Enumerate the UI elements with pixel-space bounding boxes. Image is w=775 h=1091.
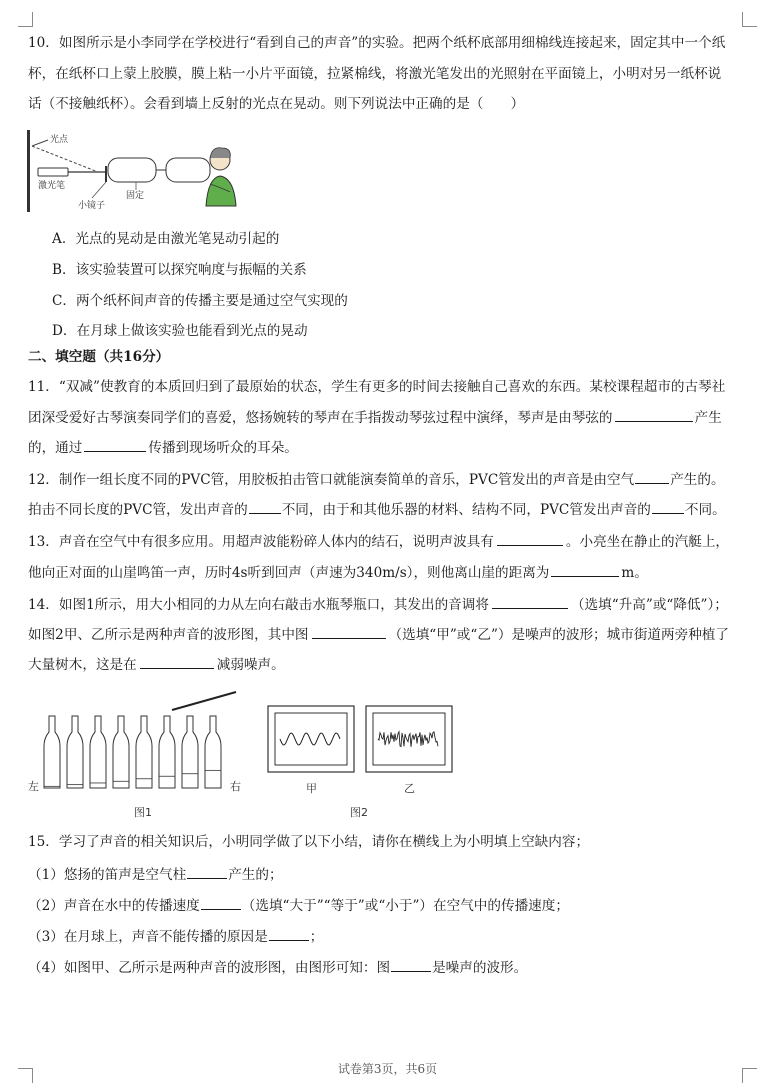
paper-cup-right (166, 158, 210, 182)
q15-text: （4）如图甲、乙所示是两种声音的波形图，由图形可知：图 (28, 960, 391, 976)
q14-blank-1[interactable] (492, 595, 568, 609)
q12-line2 (28, 500, 726, 519)
fig1-right-label: 右 (230, 780, 241, 793)
q15-item-4 (28, 958, 527, 977)
water-bottle (205, 716, 221, 788)
mirror-label: 小镜子 (78, 201, 106, 211)
q13-text: m。 (621, 565, 648, 581)
q13-text: 。小亮坐在静止的汽艇上， (565, 534, 730, 550)
q15-text: 产生的； (228, 867, 283, 883)
q12-line1 (28, 470, 725, 489)
q15-item-1 (28, 865, 283, 884)
spot-pointer (32, 140, 48, 146)
q12-text: 12．制作一组长度不同的PVC管，用胶板拍击管口就能演奏简单的音乐，PVC管发出的声音是由空气 (28, 472, 635, 488)
q15-item-3 (28, 927, 323, 946)
q10-figure (26, 126, 246, 216)
q12-text: 产生的。 (670, 472, 725, 488)
bottle-row (44, 716, 221, 788)
q14-text: 如图2甲、乙所示是两种声音的波形图，其中图 (28, 627, 309, 643)
q15-intro: 15．学习了声音的相关知识后，小明同学做了以下小结，请你在横线上为小明填上空缺内容； (28, 834, 590, 850)
fig2-jia-label: 甲 (306, 782, 317, 795)
crop-mark-top-left (18, 12, 33, 27)
q15-blank-4[interactable] (391, 958, 431, 972)
wall (27, 130, 30, 212)
page-footer: 试卷第3页，共6页 (337, 1062, 438, 1076)
fig2-yi-label: 乙 (404, 782, 415, 795)
water-bottle (113, 716, 129, 788)
q14-text: （选填“升高”或“降低”）； (570, 597, 728, 613)
q11-text: 的，通过 (28, 440, 83, 456)
q14-line2 (28, 625, 729, 644)
q13-blank-2[interactable] (551, 563, 619, 577)
fig1-caption: 图1 (134, 806, 152, 819)
q12-blank-1[interactable] (635, 470, 669, 484)
crop-mark-top-right (742, 12, 757, 27)
q11-line1: 11．“双减”使教育的本质回归到了最原始的状态，学生有更多的时间去接触自己喜欢的东西。某校课程超市的古琴社 (28, 379, 726, 395)
spot-label: 光点 (50, 135, 69, 145)
q11-blank-2[interactable] (84, 438, 146, 452)
q15-blank-1[interactable] (187, 865, 227, 879)
q14-blank-2[interactable] (312, 625, 386, 639)
q13-text: 他向正对面的山崖鸣笛一声，历时4s听到回声（声速为340m/s），则他离山崖的距离为 (28, 565, 550, 581)
q14-text: （选填“甲”或“乙”）是噪声的波形；城市街道两旁种植了 (388, 627, 729, 643)
q11-text: 团深受爱好古琴演奏同学们的喜爱，悠扬婉转的琴声在手指拨动琴弦过程中演绎，琴声是由琴弦的 (28, 410, 613, 426)
fig2-caption: 图2 (350, 806, 368, 819)
laser-pen (38, 168, 68, 176)
q15-text: （选填“大于”“等于”或“小于”）在空气中的传播速度； (241, 898, 569, 914)
q11-line2 (28, 408, 722, 427)
q10-option-b: B．该实验装置可以探究响度与振幅的关系 (52, 262, 307, 278)
water-bottle (136, 716, 152, 788)
laser-label: 激光笔 (38, 181, 66, 191)
q14-text: 减弱噪声。 (216, 657, 285, 673)
q14-blank-3[interactable] (140, 655, 214, 669)
screen-yi (373, 713, 445, 765)
q15-text: 是噪声的波形。 (432, 960, 528, 976)
fig1-left-label: 左 (28, 780, 39, 793)
screen-jia (275, 713, 347, 765)
q13-text: 13．声音在空气中有很多应用。用超声波能粉碎人体内的结石，说明声波具有 (28, 534, 494, 550)
q13-blank-1[interactable] (497, 532, 563, 546)
paper-cup-left (108, 158, 156, 182)
q14-text: 大量树木，这是在 (28, 657, 137, 673)
q11-text: 传播到现场听众的耳朵。 (148, 440, 298, 456)
q12-text: 不同。 (684, 502, 726, 518)
q15-item-2 (28, 896, 569, 915)
q15-text: （3）在月球上，声音不能传播的原因是 (28, 929, 268, 945)
q10-option-c: C．两个纸杯间声音的传播主要是通过空气实现的 (52, 293, 348, 309)
water-bottle (90, 716, 106, 788)
water-bottle (182, 716, 198, 788)
q12-text: 不同，由于和其他乐器的材料、结构不同，PVC管发出声音的 (281, 502, 651, 518)
q15-text: ； (309, 929, 324, 945)
q15-text: （1）悠扬的笛声是空气柱 (28, 867, 187, 883)
q14-text: 14．如图1所示，用大小相同的力从左向右敲击水瓶琴瓶口，其发出的音调将 (28, 597, 489, 613)
q11-line3 (28, 438, 298, 457)
q15-blank-2[interactable] (201, 896, 241, 910)
water-bottle (159, 716, 175, 788)
q10-option-a: A．光点的晃动是由激光笔晃动引起的 (52, 231, 280, 247)
q14-figure-1 (24, 688, 254, 826)
boy-icon (206, 148, 236, 206)
section-title-fill-in: 二、填空题（共16分） (28, 349, 170, 365)
q11-text: 产生 (694, 410, 722, 426)
q14-figure-2 (266, 704, 456, 826)
q14-line1 (28, 595, 728, 614)
water-bottle (44, 716, 60, 788)
mirror-pointer (92, 182, 106, 198)
striking-stick (172, 692, 236, 710)
q10-stem-line1: 10．如图所示是小李同学在学校进行“看到自己的声音”的实验。把两个纸杯底部用细棉线连接起来，固定其中一个纸 (28, 35, 726, 51)
q10-option-d: D．在月球上做该实验也能看到光点的晃动 (52, 323, 308, 339)
q13-line2 (28, 563, 648, 582)
water-bottle (67, 716, 83, 788)
q12-blank-2[interactable] (249, 500, 281, 514)
q13-line1 (28, 532, 729, 551)
q12-text: 拍击不同长度的PVC管，发出声音的 (28, 502, 248, 518)
q12-blank-3[interactable] (652, 500, 684, 514)
q15-text: （2）声音在水中的传播速度 (28, 898, 200, 914)
fixed-label: 固定 (126, 191, 145, 201)
q10-stem-line3: 话（不接触纸杯）。会看到墙上反射的光点在晃动。则下列说法中正确的是（ ） (28, 96, 525, 112)
q10-stem-line2: 杯，在纸杯口上蒙上胶膜，膜上粘一小片平面镜，拉紧棉线，将激光笔发出的光照射在平面镜上，小明对另一纸杯说 (28, 66, 722, 82)
q14-line3 (28, 655, 285, 674)
q11-blank-1[interactable] (615, 408, 693, 422)
q15-blank-3[interactable] (269, 927, 309, 941)
